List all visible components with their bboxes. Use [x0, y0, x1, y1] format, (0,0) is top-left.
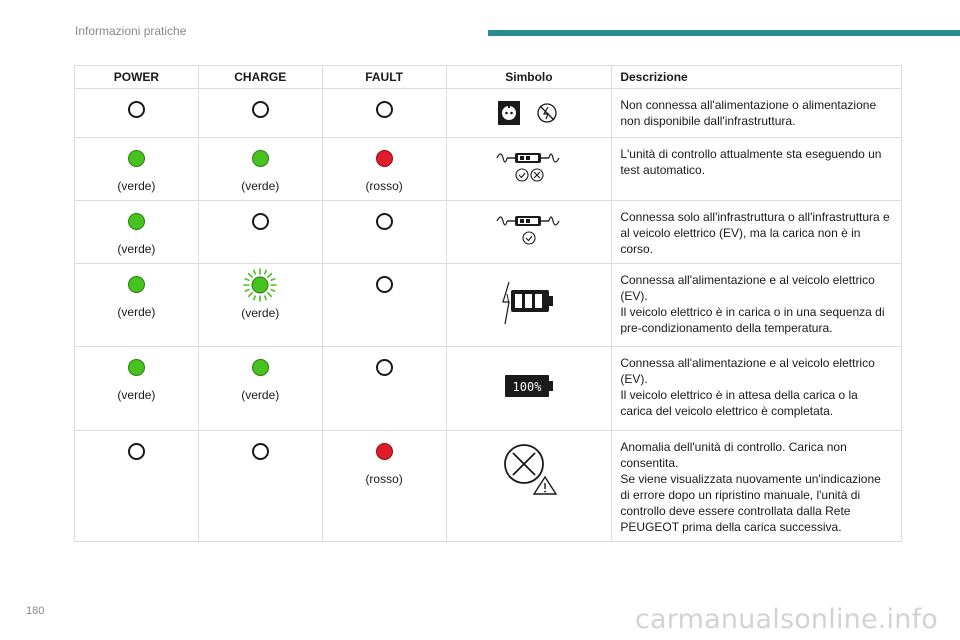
column-header-fault: FAULT — [322, 66, 446, 89]
description-cell — [612, 201, 902, 264]
charge-led-green-icon — [252, 150, 269, 167]
fault-led-cell — [322, 347, 446, 431]
description-cell — [612, 89, 902, 138]
led-color-label: (verde) — [117, 179, 156, 193]
fault-led-off-icon — [376, 276, 393, 293]
battery-level-text: 100% — [512, 380, 542, 394]
table-row — [75, 264, 902, 347]
fault-led-cell — [322, 89, 446, 138]
table-row — [75, 201, 902, 264]
power-led-green-icon — [128, 150, 145, 167]
description-text: L'unità di controllo attualmente sta eseguendo un test automatico. — [620, 147, 882, 177]
description-text: Connessa all'alimentazione e al veicolo elettrico (EV). — [620, 356, 875, 386]
fault-led-cell — [322, 431, 446, 542]
socket-and-no-power-icon — [494, 99, 564, 127]
column-header-description: Descrizione — [612, 66, 902, 89]
cable-check-icon — [493, 211, 565, 247]
led-color-label: (verde) — [241, 306, 280, 320]
table-row — [75, 347, 902, 431]
power-led-cell — [75, 201, 199, 264]
led-color-label: (verde) — [117, 305, 156, 319]
fault-led-off-icon — [376, 101, 393, 118]
power-led-off-icon — [128, 443, 145, 460]
fault-led-off-icon — [376, 359, 393, 376]
power-led-cell — [75, 264, 199, 347]
description-text: Se viene visualizzata nuovamente un'indicazione di errore dopo un ripristino manuale, l'unità di controllo deve essere controllata dalla Rete PEUGEOT prima della carica successiva. — [620, 472, 881, 534]
charge-led-off-icon — [252, 213, 269, 230]
fault-led-cell — [322, 138, 446, 201]
led-status-table — [74, 65, 902, 542]
charge-led-cell — [198, 201, 322, 264]
page-number: 180 — [26, 605, 45, 617]
charge-led-cell — [198, 347, 322, 431]
led-color-label: (rosso) — [365, 179, 403, 193]
power-led-green-icon — [128, 276, 145, 293]
battery-charging-icon — [499, 280, 559, 326]
power-led-cell — [75, 89, 199, 138]
watermark-text: carmanualsonline.info — [635, 604, 938, 635]
charge-led-cell — [198, 89, 322, 138]
power-led-cell — [75, 138, 199, 201]
battery-full-icon — [501, 373, 557, 399]
description-cell — [612, 264, 902, 347]
led-color-label: (verde) — [117, 242, 156, 256]
power-led-green-icon — [128, 213, 145, 230]
column-header-symbol: Simbolo — [446, 66, 612, 89]
table-row — [75, 138, 902, 201]
fault-led-red-icon — [376, 150, 393, 167]
charge-led-cell — [198, 264, 322, 347]
symbol-cell — [446, 138, 612, 201]
charge-led-green-icon — [252, 359, 269, 376]
charge-led-cell — [198, 431, 322, 542]
table-header-row — [75, 66, 902, 89]
description-text: Non connessa all'alimentazione o alimentazione non disponibile dall'infrastruttura. — [620, 98, 877, 128]
symbol-cell — [446, 347, 612, 431]
description-cell — [612, 431, 902, 542]
led-color-label: (verde) — [117, 388, 156, 402]
column-header-charge: CHARGE — [198, 66, 322, 89]
description-text: Connessa solo all'infrastruttura o all'infrastruttura e al veicolo elettrico (EV), ma la carica non è in corso. — [620, 210, 890, 256]
description-cell — [612, 347, 902, 431]
led-color-label: (verde) — [241, 179, 280, 193]
power-led-green-icon — [128, 359, 145, 376]
symbol-cell — [446, 201, 612, 264]
table-row — [75, 89, 902, 138]
led-color-label: (verde) — [241, 388, 280, 402]
description-cell — [612, 138, 902, 201]
led-color-label: (rosso) — [365, 472, 403, 486]
power-led-cell — [75, 431, 199, 542]
cable-test-check-cross-icon — [493, 148, 565, 184]
column-header-power: POWER — [75, 66, 199, 89]
description-text: Connessa all'alimentazione e al veicolo elettrico (EV). — [620, 273, 875, 303]
fault-led-cell — [322, 264, 446, 347]
symbol-cell — [446, 89, 612, 138]
fault-led-off-icon — [376, 213, 393, 230]
symbol-cell — [446, 431, 612, 542]
header-accent-bar — [488, 30, 960, 36]
charge-led-off-icon — [252, 443, 269, 460]
charge-led-off-icon — [252, 101, 269, 118]
power-led-cell — [75, 347, 199, 431]
table-row — [75, 431, 902, 542]
description-text: Il veicolo elettrico è in carica o in una sequenza di pre-condizionamento della temperatura. — [620, 305, 885, 335]
fault-led-cell — [322, 201, 446, 264]
charge-led-blinking-green-icon — [243, 268, 277, 302]
power-led-off-icon — [128, 101, 145, 118]
fault-led-red-icon — [376, 443, 393, 460]
symbol-cell — [446, 264, 612, 347]
charge-led-cell — [198, 138, 322, 201]
section-title: Informazioni pratiche — [75, 24, 187, 38]
fault-warning-icon — [499, 439, 559, 495]
description-text: Anomalia dell'unità di controllo. Carica non consentita. — [620, 440, 847, 470]
description-text: Il veicolo elettrico è in attesa della carica o la carica del veicolo elettrico è completata. — [620, 388, 858, 418]
